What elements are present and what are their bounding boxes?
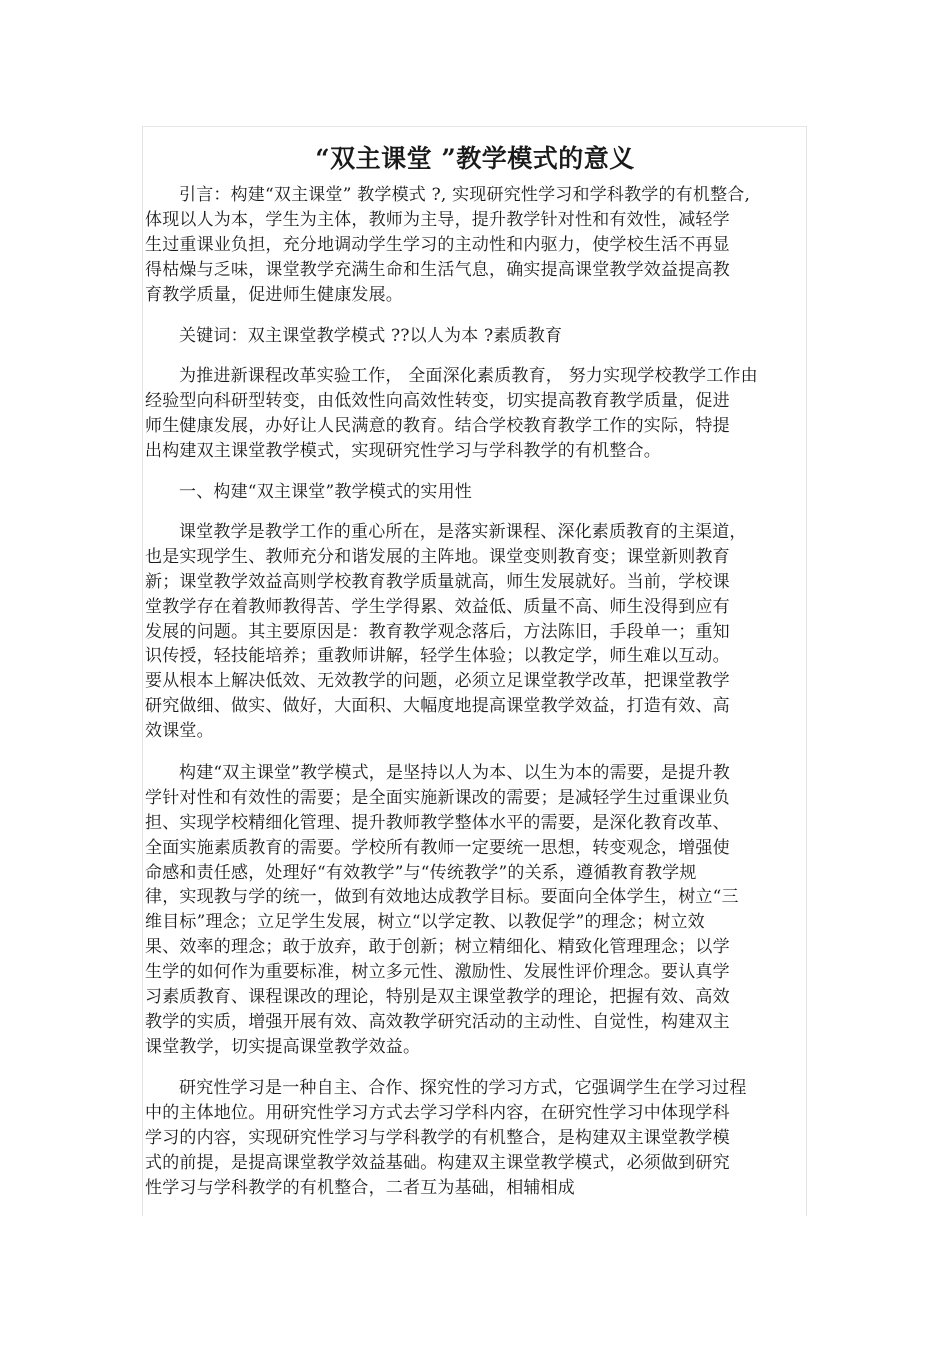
text-line: 习素质教育、课程课改的理论，特别是双主课堂教学的理论，把握有效、高效 xyxy=(145,987,730,1008)
text-line: 维目标”理念；立足学生发展，树立“以学定教、以教促学”的理念；树立效 xyxy=(145,912,705,933)
text-line: 研究做细、做实、做好，大面积、大幅度地提高课堂教学效益，打造有效、高 xyxy=(145,696,730,717)
text-line: 师生健康发展，办好让人民满意的教育。结合学校教育教学工作的实际，特提 xyxy=(145,415,730,436)
text-line: 效课堂。 xyxy=(145,721,214,742)
body-paragraph-3 xyxy=(145,761,770,1060)
keywords-paragraph xyxy=(145,324,770,349)
text-line: 学习的内容，实现研究性学习与学科教学的有机整合，是构建双主课堂教学模 xyxy=(145,1127,730,1148)
text-line: 也是实现学生、教师充分和谐发展的主阵地。课堂变则教育变；课堂新则教育 xyxy=(145,546,730,567)
text-line: 研究性学习是一种自主、合作、探究性的学习方式，它强调学生在学习过程 xyxy=(179,1078,747,1098)
text-line: 为推进新课程改革实验工作， 全面深化素质教育， 努力实现学校教学工作由 xyxy=(179,366,758,386)
text-line: 堂教学存在着教师教得苦、学生学得累、效益低、质量不高、师生没得到应有 xyxy=(145,596,730,617)
text-line: 学针对性和有效性的需要；是全面实施新课改的需要；是减轻学生过重课业负 xyxy=(145,787,730,808)
text-line: 课堂教学是教学工作的重心所在，是落实新课程、深化素质教育的主渠道， xyxy=(179,522,747,542)
text-line: 要从根本上解决低效、无效教学的问题，必须立足课堂教学改革，把课堂教学 xyxy=(145,671,730,692)
text-line: 全面实施素质教育的需要。学校所有教师一定要统一思想，转变观念，增强使 xyxy=(145,837,730,858)
text-line: 果、效率的理念；敢于放弃，敢于创新；树立精细化、精致化管理理念；以学 xyxy=(145,937,730,958)
text-line: 得枯燥与乏味，课堂教学充满生命和生活气息，确实提高课堂教学效益提高教 xyxy=(145,259,730,280)
text-line: 出构建双主课堂教学模式，实现研究性学习与学科教学的有机整合。 xyxy=(145,440,661,461)
text-line: 律，实现教与学的统一，做到有效地达成教学目标。要面向全体学生，树立“三 xyxy=(145,887,739,908)
text-line: 经验型向科研型转变，由低效性向高效性转变，切实提高教育教学质量，促进 xyxy=(145,390,730,411)
text-line: 生过重课业负担，充分地调动学生学习的主动性和内驱力，使学校生活不再显 xyxy=(145,234,730,255)
document-title: “双主课堂 ”教学模式的意义 xyxy=(315,143,635,173)
text-line: 性学习与学科教学的有机整合，二者互为基础，相辅相成 xyxy=(145,1177,575,1198)
text-line: 式的前提，是提高课堂教学效益基础。构建双主课堂教学模式，必须做到研究 xyxy=(145,1152,730,1173)
text-line: 体现以人为本，学生为主体，教师为主导，提升教学针对性和有效性，减轻学 xyxy=(145,209,730,230)
text-line: 新；课堂教学效益高则学校教育教学质量就高，师生发展就好。当前，学校课 xyxy=(145,571,730,592)
body-paragraph-2 xyxy=(145,520,770,744)
text-line: 育教学质量，促进师生健康发展。 xyxy=(145,284,403,305)
text-line: 发展的问题。其主要原因是：教育教学观念落后，方法陈旧，手段单一；重知 xyxy=(145,621,730,642)
text-line: 生学的如何作为重要标准，树立多元性、激励性、发展性评价理念。要认真学 xyxy=(145,962,730,983)
section-heading-1 xyxy=(145,480,770,505)
text-line: 课堂教学，切实提高课堂教学效益。 xyxy=(145,1036,421,1057)
text-line: 教学的实质，增强开展有效、高效教学研究活动的主动性、自觉性，构建双主 xyxy=(145,1011,730,1032)
text-line: 引言：构建“双主课堂” 教学模式 ?, 实现研究性学习和学科教学的有机整合, xyxy=(179,185,751,205)
intro-paragraph xyxy=(145,183,770,307)
body-paragraph-4 xyxy=(145,1076,770,1200)
text-line: 命感和责任感，处理好“有效教学”与“传统教学”的关系，遵循教育教学规 xyxy=(145,862,697,883)
text-line: 关键词：双主课堂教学模式 ??以人为本 ?素质教育 xyxy=(179,326,563,346)
text-line: 一、构建“双主课堂”教学模式的实用性 xyxy=(179,482,472,502)
text-line: 构建“双主课堂”教学模式，是坚持以人为本、以生为本的需要，是提升教 xyxy=(179,763,730,783)
text-line: 中的主体地位。用研究性学习方式去学习学科内容，在研究性学习中体现学科 xyxy=(145,1102,730,1123)
text-line: 识传授，轻技能培养；重教师讲解，轻学生体验；以教定学，师生难以互动。 xyxy=(145,646,730,667)
body-paragraph-1 xyxy=(145,364,770,464)
text-line: 担、实现学校精细化管理、提升教师教学整体水平的需要，是深化教育改革、 xyxy=(145,812,730,833)
